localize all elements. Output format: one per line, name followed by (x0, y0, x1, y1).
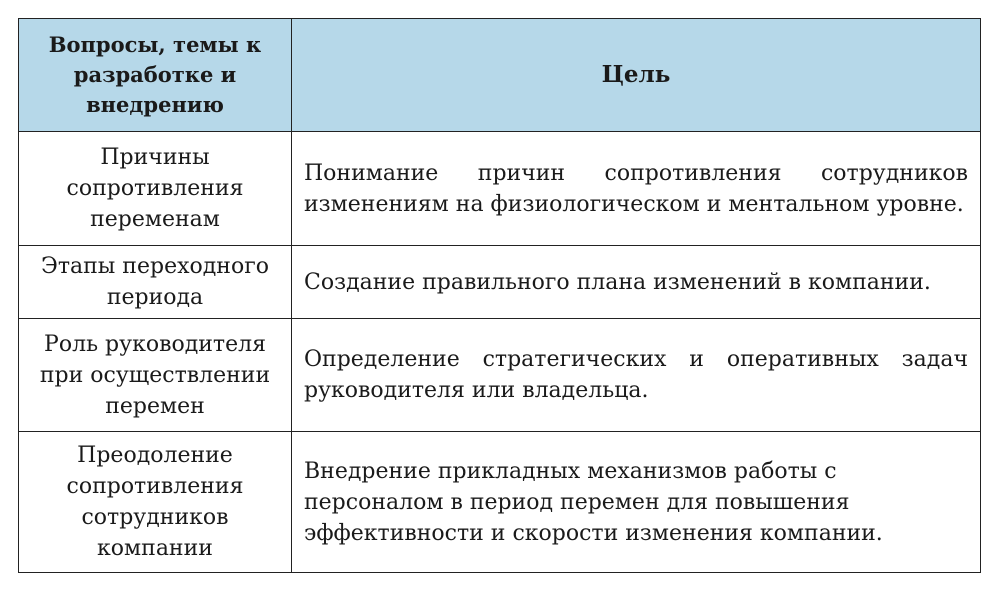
table-row (19, 319, 981, 432)
table-row (19, 246, 981, 319)
table-row (19, 432, 981, 573)
header-goal: Цель (292, 19, 981, 132)
row-topic: Причины сопротивления переменам (19, 132, 292, 246)
topics-goals-table (18, 18, 981, 573)
header-topic: Вопросы, темы к разработке и внедрению (19, 19, 292, 132)
row-topic: Роль руководителя при осуществлении перемен (19, 319, 292, 432)
table-row (19, 132, 981, 246)
row-goal: Понимание причин сопротивления сотрудников изменениям на физиологическом и ментальном уровне. (292, 132, 981, 246)
row-topic: Преодоление сопротивления сотрудников компании (19, 432, 292, 573)
table-header-row (19, 19, 981, 132)
row-topic: Этапы переходного периода (19, 246, 292, 319)
row-goal: Создание правильного плана изменений в компании. (292, 246, 981, 319)
row-goal: Внедрение прикладных механизмов работы с персоналом в период перемен для повышения эффективности и скорости изменения компании. (292, 432, 981, 573)
row-goal: Определение стратегических и оперативных задач руководителя или владельца. (292, 319, 981, 432)
